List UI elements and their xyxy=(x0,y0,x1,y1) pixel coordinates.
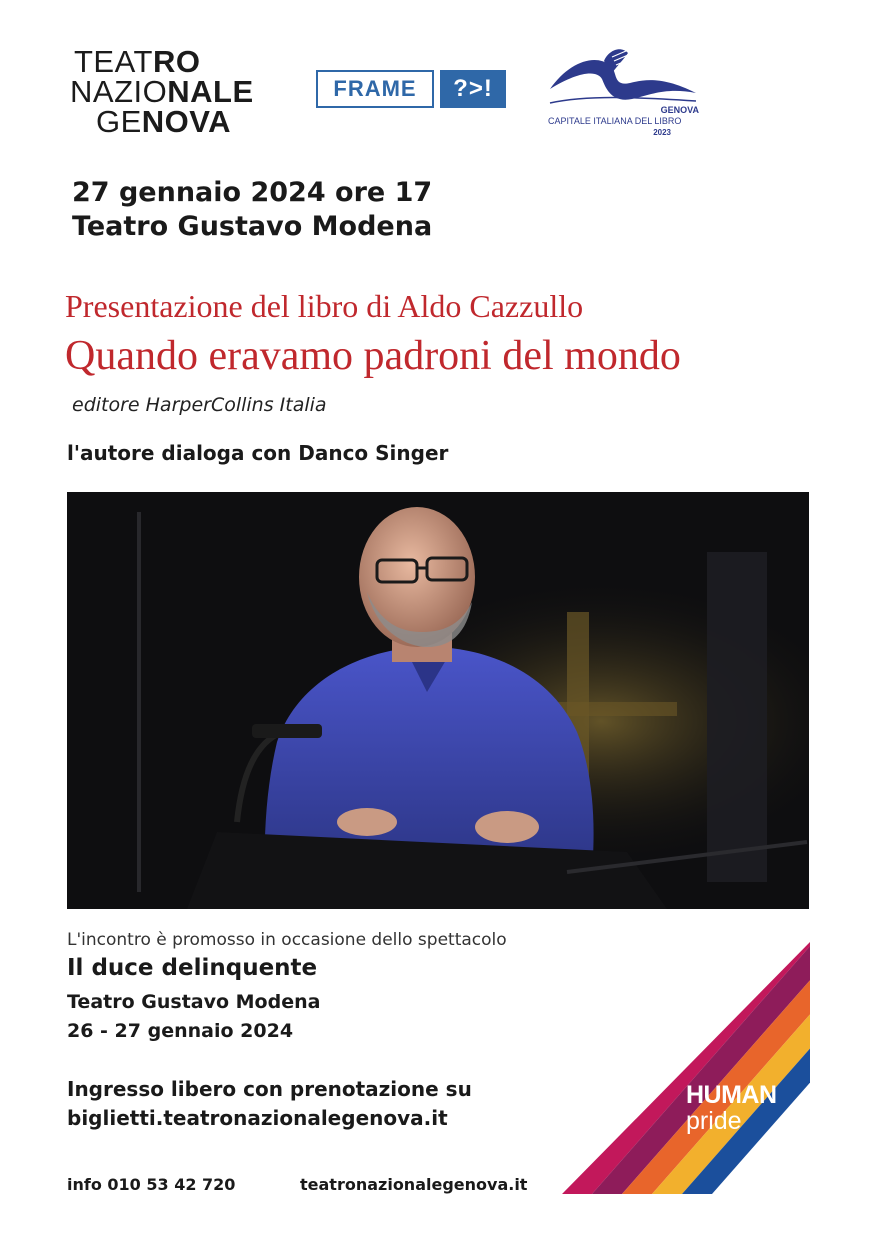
pride-word: pride xyxy=(686,1107,742,1135)
genova-capitale-libro-logo xyxy=(546,43,701,143)
author-photo xyxy=(67,492,809,909)
book-title: Quando eravamo padroni del mondo xyxy=(65,333,681,379)
event-date-block xyxy=(72,176,432,244)
human-pride-stripes xyxy=(562,942,810,1194)
frame-logo-symbols: ?>! xyxy=(440,70,506,108)
website-link[interactable]: teatronazionalegenova.it xyxy=(300,1175,528,1194)
show-venue: Teatro Gustavo Modena xyxy=(67,991,321,1013)
dialogue-line: l'autore dialoga con Danco Singer xyxy=(67,441,449,465)
promo-line: L'incontro è promosso in occasione dello spettacolo xyxy=(67,930,507,950)
logo-line-2: NAZIONALE xyxy=(70,74,254,109)
booking-line-1: Ingresso libero con prenotazione su xyxy=(67,1077,472,1101)
logo-line-1: TEATRO xyxy=(74,44,201,79)
phone-info: info 010 53 42 720 xyxy=(67,1175,236,1194)
presentation-line: Presentazione del libro di Aldo Cazzullo xyxy=(65,288,584,324)
event-venue: Teatro Gustavo Modena xyxy=(72,211,433,242)
book-wave-icon xyxy=(546,43,701,113)
frame-logo xyxy=(316,70,506,110)
publisher-line: editore HarperCollins Italia xyxy=(72,394,327,416)
teatro-nazionale-genova-logo xyxy=(70,44,254,139)
speaker-illustration xyxy=(67,492,809,909)
frame-logo-word: FRAME xyxy=(333,76,417,101)
logo-line-3: GENOVA xyxy=(96,104,232,139)
human-word: HUMAN xyxy=(686,1081,777,1109)
booking-link[interactable]: biglietti.teatronazionalegenova.it xyxy=(67,1106,448,1130)
show-dates: 26 - 27 gennaio 2024 xyxy=(67,1020,294,1042)
capitale-label: CAPITALE ITALIANA DEL LIBRO xyxy=(548,116,682,126)
year-label: 2023 xyxy=(653,128,671,137)
human-pride-logo xyxy=(686,1081,777,1133)
show-title: Il duce delinquente xyxy=(67,955,318,981)
event-date: 27 gennaio 2024 ore 17 xyxy=(72,177,433,208)
genova-label: GENOVA xyxy=(660,105,699,115)
booking-info xyxy=(67,1075,472,1133)
show-details xyxy=(67,988,320,1046)
